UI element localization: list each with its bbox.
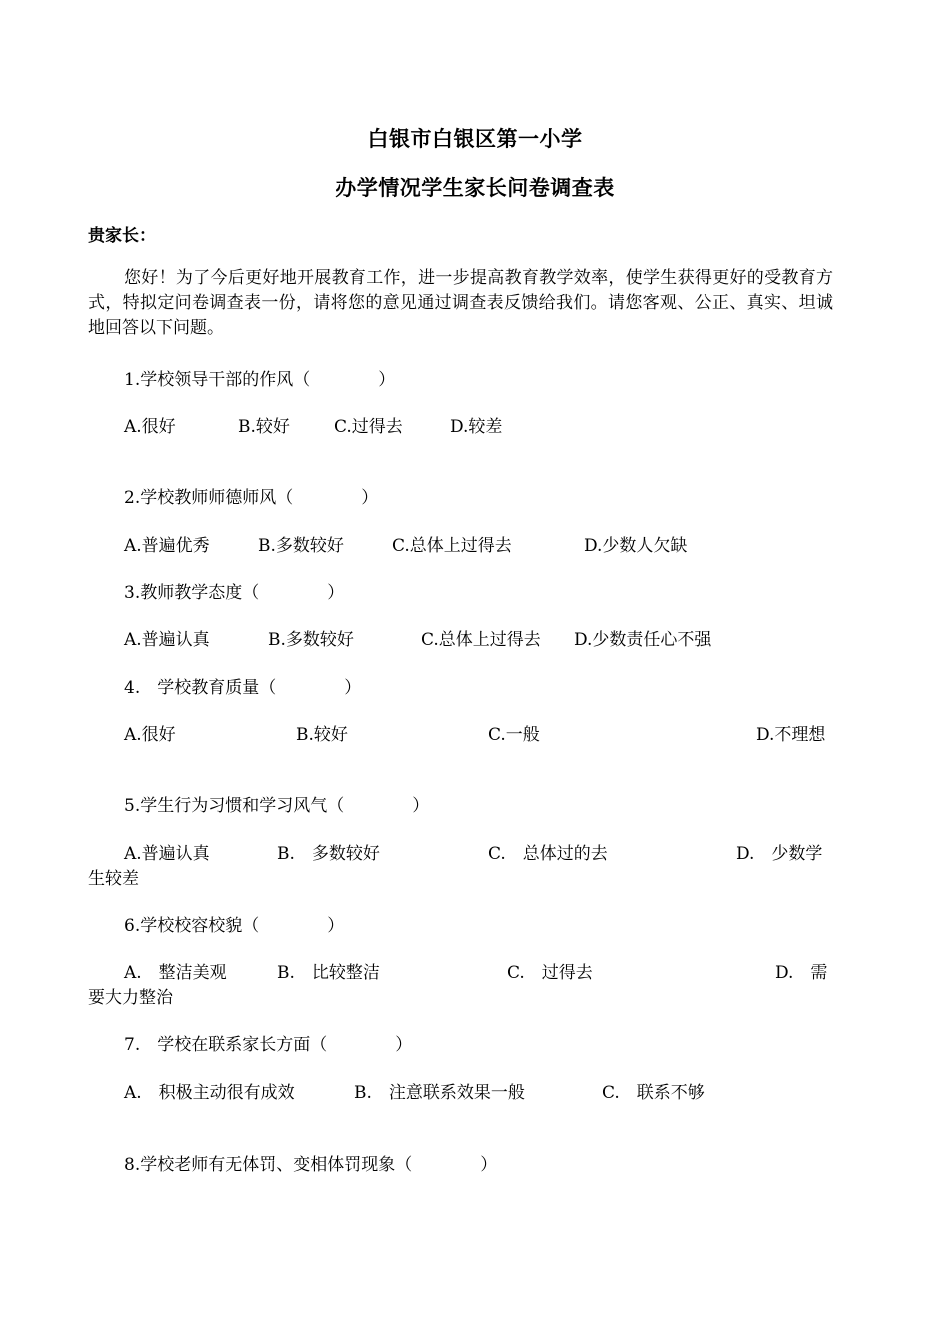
option-a: A.普遍优秀	[124, 536, 210, 556]
option-b: B.较好	[238, 417, 290, 437]
option-b: B. 注意联系效果一般	[354, 1083, 525, 1103]
question-4: 4. 学校教育质量（ ）	[124, 678, 362, 698]
option-a: A.很好	[124, 725, 176, 745]
question-8: 8.学校老师有无体罚、变相体罚现象（ ）	[124, 1155, 498, 1175]
question-5-option-d-continued: 生较差	[88, 869, 139, 889]
option-b: B.多数较好	[258, 536, 344, 556]
question-5: 5.学生行为习惯和学习风气（ ）	[124, 796, 430, 816]
option-c: C.过得去	[334, 417, 403, 437]
option-d: D.少数责任心不强	[574, 630, 712, 650]
questionnaire-title: 办学情况学生家长问卷调查表	[335, 176, 615, 200]
option-b: B.较好	[296, 725, 348, 745]
option-a: A. 整洁美观	[124, 963, 227, 983]
option-c: C.总体上过得去	[421, 630, 541, 650]
option-d: D.少数人欠缺	[584, 536, 688, 556]
option-c: C.总体上过得去	[392, 536, 512, 556]
option-a: A. 积极主动很有成效	[124, 1083, 295, 1103]
question-2: 2.学校教师师德师风（ ）	[124, 488, 379, 508]
option-b: B. 比较整洁	[277, 963, 380, 983]
option-c: C. 总体过的去	[488, 844, 608, 864]
option-d: D.不理想	[756, 725, 826, 745]
option-b: B.多数较好	[268, 630, 354, 650]
question-6: 6.学校校容校貌（ ）	[124, 916, 345, 936]
option-a: A.普遍认真	[124, 844, 210, 864]
question-7: 7. 学校在联系家长方面（ ）	[124, 1035, 413, 1055]
option-d: D. 少数学	[736, 844, 823, 864]
question-1: 1.学校领导干部的作风（ ）	[124, 370, 396, 390]
option-c: C. 过得去	[507, 963, 593, 983]
option-a: A.很好	[124, 417, 176, 437]
option-c: C. 联系不够	[602, 1083, 705, 1103]
option-d: D.较差	[450, 417, 503, 437]
question-3: 3.教师教学态度（ ）	[124, 583, 345, 603]
question-6-option-d-continued: 要大力整治	[88, 988, 173, 1008]
school-name-title: 白银市白银区第一小学	[367, 127, 583, 151]
intro-paragraph: 您好！为了今后更好地开展教育工作，进一步提高教育教学效率，使学生获得更好的受教育方式，特拟定问卷调查表一份，请将您的意见通过调查表反馈给我们。请您客观、公正、真实、坦诚地回答以下问题。	[88, 268, 833, 338]
option-b: B. 多数较好	[277, 844, 380, 864]
option-c: C.一般	[488, 725, 540, 745]
option-d: D. 需	[775, 963, 828, 983]
option-a: A.普遍认真	[124, 630, 210, 650]
salutation: 贵家长：	[88, 226, 156, 246]
